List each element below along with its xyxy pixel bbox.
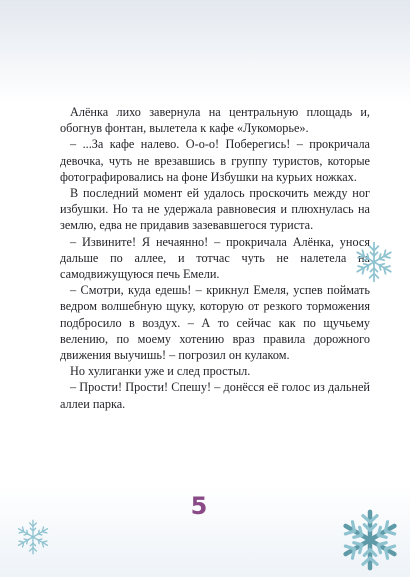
paragraph-1: Алёнка лихо завернула на центральную площадь и, обогнув фонтан, вылетела к кафе «Лукоморье». [60,105,370,136]
paragraph-5: – Смотри, куда едешь! – крикнул Емеля, успев поймать ведром волшебную щуку, которую от резкого торможения подбросило в воздух. – А то сейчас как по щучьему велению, по моему хотению враз правила дорожного движения выучишь! – погрозил он кулаком. [60,283,370,363]
paragraph-7: – Прости! Прости! Спешу! – донёсся её голос из дальней аллеи парка. [60,380,370,411]
paragraph-6: Но хулиганки уже и след простыл. [70,364,251,379]
snowflake-icon [352,240,396,284]
snowflake-icon [338,508,402,572]
story-text [60,104,370,412]
snowflake-icon [14,518,52,556]
paragraph-4: – Извините! Я нечаянно! – прокричала Алёнка, унося дальше по аллее, и тотчас чуть не налетела на самодвижущуюся печь Емели. [60,234,370,282]
page-number: 5 [190,492,208,520]
paragraph-2: – ...За кафе налево. О-о-о! Поберегись! – прокричала девочка, чуть не врезавшись в группу туристов, которые фотографировались на фоне Избушки на курьих ножках. [60,137,370,184]
paragraph-3: В последний момент ей удалось проскочить между ног избушки. Но та не удержала равновесия и плюхнулась на землю, едва не придавив зазевавшегося туриста. [60,186,370,233]
